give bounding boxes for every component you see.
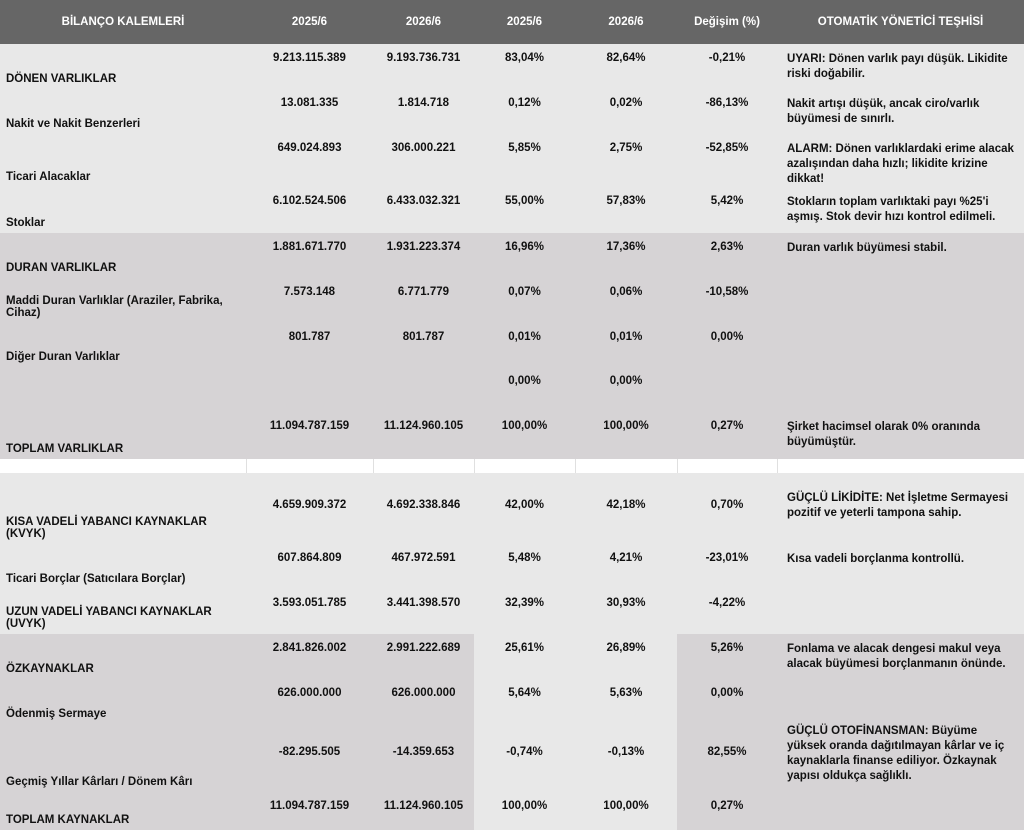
percent-2025: 100,00%: [474, 412, 575, 459]
diagnosis-text: UYARI: Dönen varlık payı düşük. Likidite riski doğabilir.: [777, 44, 1024, 89]
change-percent: -86,13%: [677, 89, 777, 134]
table-row: [0, 679, 1024, 724]
diagnosis-text: Stokların toplam varlıktaki payı %25'i aşmış. Stok devir hızı kontrol edilmeli.: [777, 187, 1024, 233]
percent-2026: 42,18%: [575, 473, 677, 544]
row-label: KISA VADELİ YABANCI KAYNAKLAR (KVYK): [0, 473, 246, 544]
value-2026: 306.000.221: [373, 134, 474, 187]
diagnosis-text: Duran varlık büyümesi stabil.: [777, 233, 1024, 278]
diagnosis-text: [777, 792, 1024, 830]
value-2025: 801.787: [246, 323, 373, 367]
section-separator: [0, 459, 1024, 473]
percent-2026: 2,75%: [575, 134, 677, 187]
value-2026: 11.124.960.105: [373, 412, 474, 459]
row-label: TOPLAM VARLIKLAR: [0, 412, 246, 459]
percent-2025: 32,39%: [474, 589, 575, 634]
percent-2025: 25,61%: [474, 634, 575, 679]
percent-2025: 16,96%: [474, 233, 575, 278]
table-row: [0, 278, 1024, 323]
value-2025: 13.081.335: [246, 89, 373, 134]
value-2025: 6.102.524.506: [246, 187, 373, 233]
row-label: Stoklar: [0, 187, 246, 233]
percent-2025: 83,04%: [474, 44, 575, 89]
table-row: [0, 634, 1024, 679]
change-percent: 5,26%: [677, 634, 777, 679]
value-2025: 11.094.787.159: [246, 412, 373, 459]
value-2025: -82.295.505: [246, 724, 373, 792]
value-2026: 1.931.223.374: [373, 233, 474, 278]
percent-2026: 5,63%: [575, 679, 677, 724]
percent-2025: 5,85%: [474, 134, 575, 187]
header-change: Değişim (%): [677, 0, 777, 44]
value-2025: 607.864.809: [246, 544, 373, 589]
percent-2025: 5,48%: [474, 544, 575, 589]
table-row: [0, 589, 1024, 634]
percent-2025: 55,00%: [474, 187, 575, 233]
value-2026: 2.991.222.689: [373, 634, 474, 679]
diagnosis-text: Nakit artışı düşük, ancak ciro/varlık büyümesi de sınırlı.: [777, 89, 1024, 134]
value-2026: 3.441.398.570: [373, 589, 474, 634]
percent-2025: 0,12%: [474, 89, 575, 134]
header-2026-value: 2026/6: [373, 0, 474, 44]
header-diagnosis: OTOMATİK YÖNETİCİ TEŞHİSİ: [777, 0, 1024, 44]
percent-2026: 57,83%: [575, 187, 677, 233]
percent-2026: 0,00%: [575, 367, 677, 412]
row-label: Maddi Duran Varlıklar (Araziler, Fabrika, Cihaz): [0, 278, 246, 323]
change-percent: 0,27%: [677, 792, 777, 830]
diagnosis-text: [777, 679, 1024, 724]
diagnosis-text: Fonlama ve alacak dengesi makul veya alacak büyümesi borçlanmanın önünde.: [777, 634, 1024, 679]
diagnosis-text: Kısa vadeli borçlanma kontrollü.: [777, 544, 1024, 589]
value-2026: 1.814.718: [373, 89, 474, 134]
row-label: UZUN VADELİ YABANCI KAYNAKLAR (UVYK): [0, 589, 246, 634]
value-2025: 9.213.115.389: [246, 44, 373, 89]
value-2025: 7.573.148: [246, 278, 373, 323]
value-2025: 626.000.000: [246, 679, 373, 724]
table-row: [0, 367, 1024, 412]
change-percent: -0,21%: [677, 44, 777, 89]
value-2026: 4.692.338.846: [373, 473, 474, 544]
value-2025: 1.881.671.770: [246, 233, 373, 278]
table-row: [0, 544, 1024, 589]
value-2025: 4.659.909.372: [246, 473, 373, 544]
row-label: [0, 367, 246, 412]
change-percent: 5,42%: [677, 187, 777, 233]
percent-2025: 100,00%: [474, 792, 575, 830]
percent-2026: 82,64%: [575, 44, 677, 89]
change-percent: 0,27%: [677, 412, 777, 459]
diagnosis-text: [777, 278, 1024, 323]
header-2025-percent: 2025/6: [474, 0, 575, 44]
row-label: ÖZKAYNAKLAR: [0, 634, 246, 679]
table-row: [0, 187, 1024, 233]
percent-2026: 100,00%: [575, 792, 677, 830]
table-row: [0, 724, 1024, 792]
percent-2026: 17,36%: [575, 233, 677, 278]
diagnosis-text: Şirket hacimsel olarak 0% oranında büyümüştür.: [777, 412, 1024, 459]
value-2026: 11.124.960.105: [373, 792, 474, 830]
percent-2026: -0,13%: [575, 724, 677, 792]
header-2026-percent: 2026/6: [575, 0, 677, 44]
change-percent: [677, 367, 777, 412]
percent-2025: 0,01%: [474, 323, 575, 367]
change-percent: 2,63%: [677, 233, 777, 278]
table-row: [0, 412, 1024, 459]
value-2025: 2.841.826.002: [246, 634, 373, 679]
diagnosis-text: ALARM: Dönen varlıklardaki erime alacak azalışından daha hızlı; likidite krizine dikkat!: [777, 134, 1024, 187]
value-2026: 467.972.591: [373, 544, 474, 589]
table-row: [0, 792, 1024, 830]
change-percent: -10,58%: [677, 278, 777, 323]
value-2025: 3.593.051.785: [246, 589, 373, 634]
value-2026: 6.771.779: [373, 278, 474, 323]
diagnosis-text: [777, 589, 1024, 634]
table-row: [0, 44, 1024, 89]
row-label: DÖNEN VARLIKLAR: [0, 44, 246, 89]
row-label: Diğer Duran Varlıklar: [0, 323, 246, 367]
change-percent: 0,00%: [677, 323, 777, 367]
value-2026: [373, 367, 474, 412]
table-row: [0, 89, 1024, 134]
change-percent: 0,00%: [677, 679, 777, 724]
value-2025: 649.024.893: [246, 134, 373, 187]
diagnosis-text: [777, 367, 1024, 412]
change-percent: -23,01%: [677, 544, 777, 589]
table-row: [0, 473, 1024, 544]
change-percent: 0,70%: [677, 473, 777, 544]
value-2026: 626.000.000: [373, 679, 474, 724]
change-percent: 82,55%: [677, 724, 777, 792]
row-label: Ticari Borçlar (Satıcılara Borçlar): [0, 544, 246, 589]
row-label: Nakit ve Nakit Benzerleri: [0, 89, 246, 134]
row-label: Geçmiş Yıllar Kârları / Dönem Kârı: [0, 724, 246, 792]
row-label: Ticari Alacaklar: [0, 134, 246, 187]
percent-2025: 5,64%: [474, 679, 575, 724]
row-label: DURAN VARLIKLAR: [0, 233, 246, 278]
table-row: [0, 323, 1024, 367]
diagnosis-text: [777, 323, 1024, 367]
percent-2025: 0,00%: [474, 367, 575, 412]
value-2026: 801.787: [373, 323, 474, 367]
percent-2026: 4,21%: [575, 544, 677, 589]
row-label: Ödenmiş Sermaye: [0, 679, 246, 724]
change-percent: -52,85%: [677, 134, 777, 187]
percent-2026: 100,00%: [575, 412, 677, 459]
header-2025-value: 2025/6: [246, 0, 373, 44]
row-label: TOPLAM KAYNAKLAR: [0, 792, 246, 830]
diagnosis-text: GÜÇLÜ LİKİDİTE: Net İşletme Sermayesi pozitif ve yeterli tampona sahip.: [777, 473, 1024, 544]
table-row: [0, 233, 1024, 278]
value-2026: 6.433.032.321: [373, 187, 474, 233]
header-row: [0, 0, 1024, 44]
percent-2026: 0,06%: [575, 278, 677, 323]
diagnosis-text: GÜÇLÜ OTOFİNANSMAN: Büyüme yüksek oranda dağıtılmayan kârlar ve iç kaynaklarla finanse ediliyor. Özkaynak yapısı oldukça sağlıklı.: [777, 724, 1024, 792]
percent-2026: 26,89%: [575, 634, 677, 679]
percent-2026: 0,01%: [575, 323, 677, 367]
header-balance-items: BİLANÇO KALEMLERİ: [0, 0, 246, 44]
percent-2025: 0,07%: [474, 278, 575, 323]
percent-2026: 30,93%: [575, 589, 677, 634]
change-percent: -4,22%: [677, 589, 777, 634]
value-2026: 9.193.736.731: [373, 44, 474, 89]
percent-2025: 42,00%: [474, 473, 575, 544]
percent-2025: -0,74%: [474, 724, 575, 792]
value-2026: -14.359.653: [373, 724, 474, 792]
value-2025: 11.094.787.159: [246, 792, 373, 830]
value-2025: [246, 367, 373, 412]
table-row: [0, 134, 1024, 187]
percent-2026: 0,02%: [575, 89, 677, 134]
